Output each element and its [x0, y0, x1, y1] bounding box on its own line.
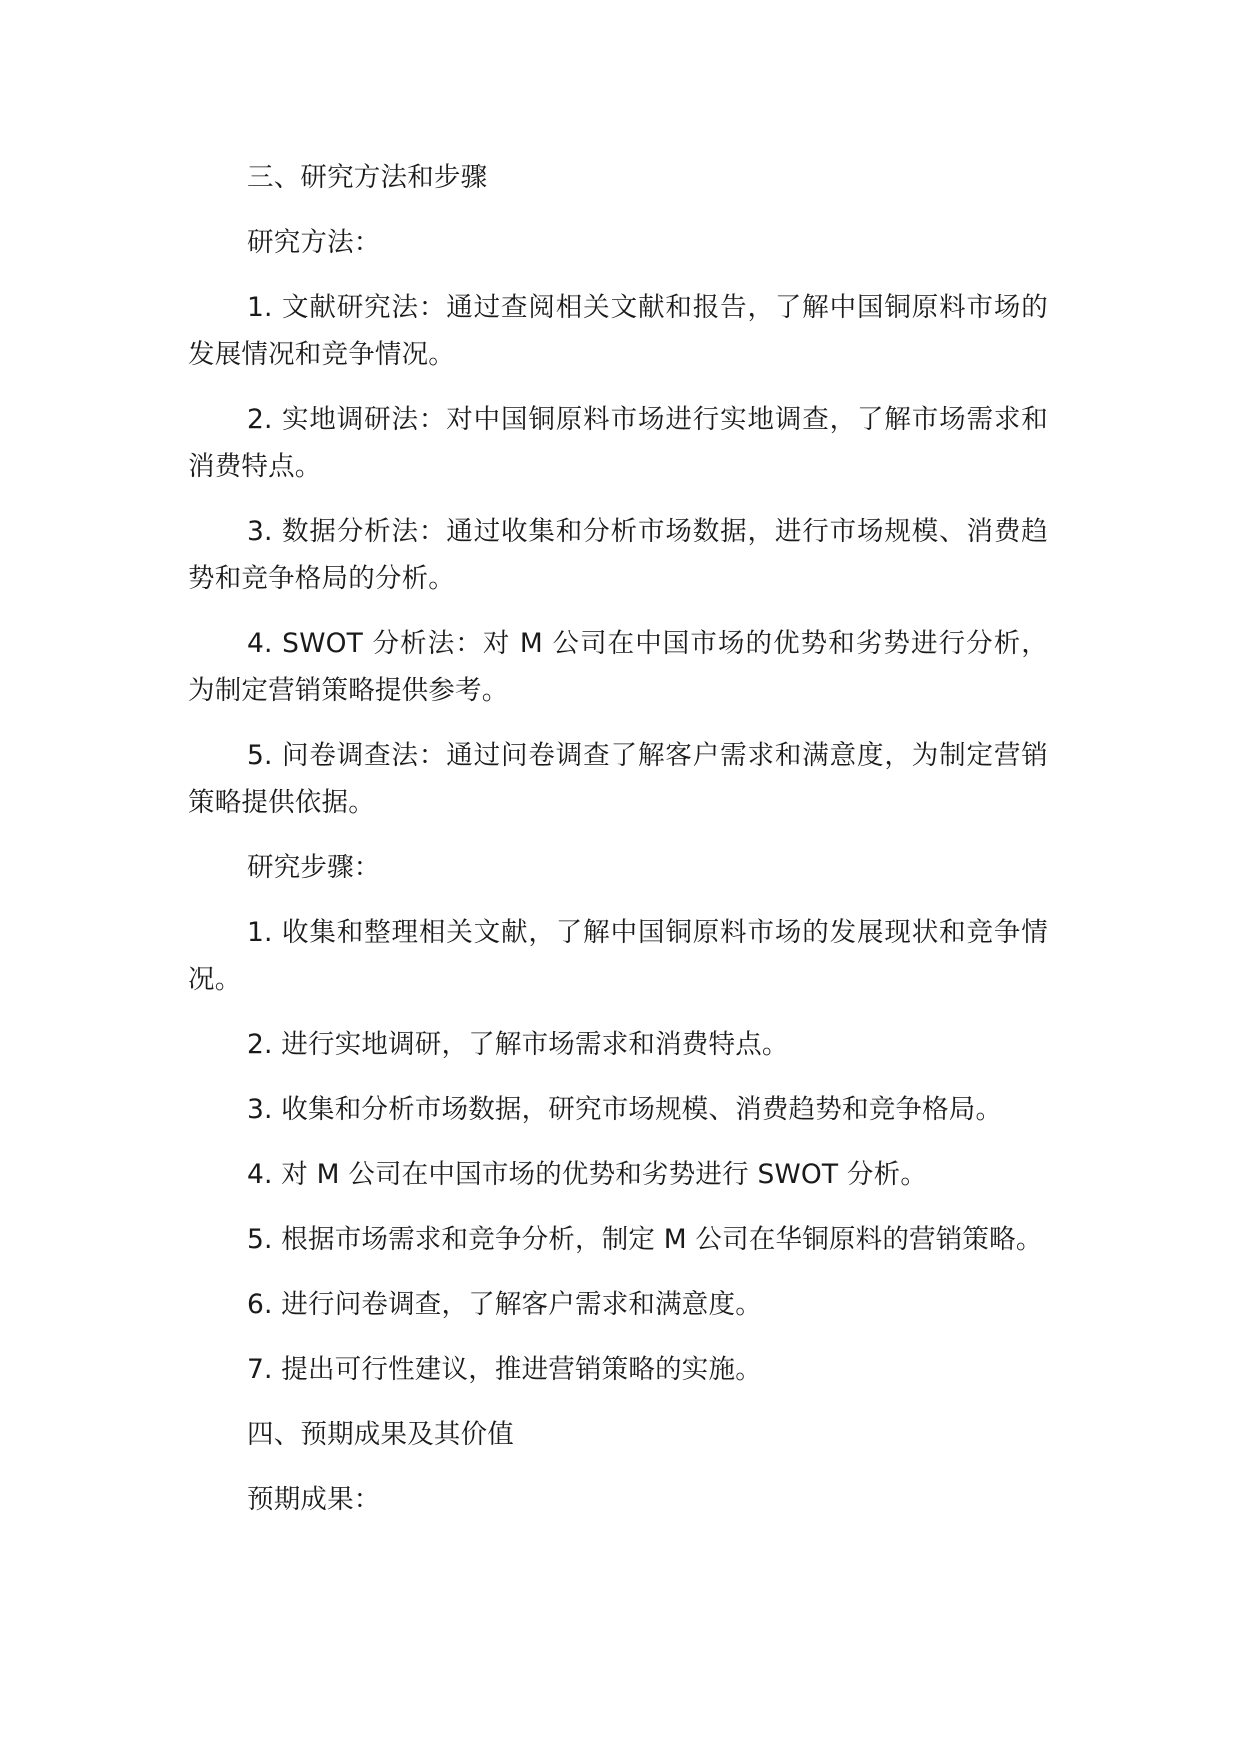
section-heading-methods: 三、研究方法和步骤	[247, 162, 488, 193]
step-item-3: 3. 收集和分析市场数据，研究市场规模、消费趋势和竞争格局。	[247, 1094, 1003, 1125]
method-item-field-research: 2. 实地调研法：对中国铜原料市场进行实地调查，了解市场需求和消费特点。	[188, 404, 1048, 482]
subheading-research-steps: 研究步骤：	[247, 852, 381, 883]
subheading-expected-results: 预期成果：	[247, 1484, 381, 1515]
method-item-literature: 1. 文献研究法：通过查阅相关文献和报告，了解中国铜原料市场的发展情况和竞争情况。	[188, 292, 1048, 370]
step-item-7: 7. 提出可行性建议，推进营销策略的实施。	[247, 1354, 762, 1385]
section-heading-expected-results: 四、预期成果及其价值	[247, 1419, 514, 1450]
step-item-2: 2. 进行实地调研，了解市场需求和消费特点。	[247, 1029, 789, 1060]
step-item-1: 1. 收集和整理相关文献，了解中国铜原料市场的发展现状和竞争情况。	[188, 917, 1048, 995]
subheading-research-methods: 研究方法：	[247, 227, 381, 258]
document-page	[188, 154, 1048, 1541]
step-item-5: 5. 根据市场需求和竞争分析，制定 M 公司在华铜原料的营销策略。	[247, 1224, 1043, 1255]
method-item-swot: 4. SWOT 分析法：对 M 公司在中国市场的优势和劣势进行分析，为制定营销策略提供参考。	[188, 628, 1048, 706]
step-item-4: 4. 对 M 公司在中国市场的优势和劣势进行 SWOT 分析。	[247, 1159, 928, 1190]
method-item-questionnaire: 5. 问卷调查法：通过问卷调查了解客户需求和满意度，为制定营销策略提供依据。	[188, 740, 1048, 818]
method-item-data-analysis: 3. 数据分析法：通过收集和分析市场数据，进行市场规模、消费趋势和竞争格局的分析。	[188, 516, 1048, 594]
step-item-6: 6. 进行问卷调查，了解客户需求和满意度。	[247, 1289, 762, 1320]
